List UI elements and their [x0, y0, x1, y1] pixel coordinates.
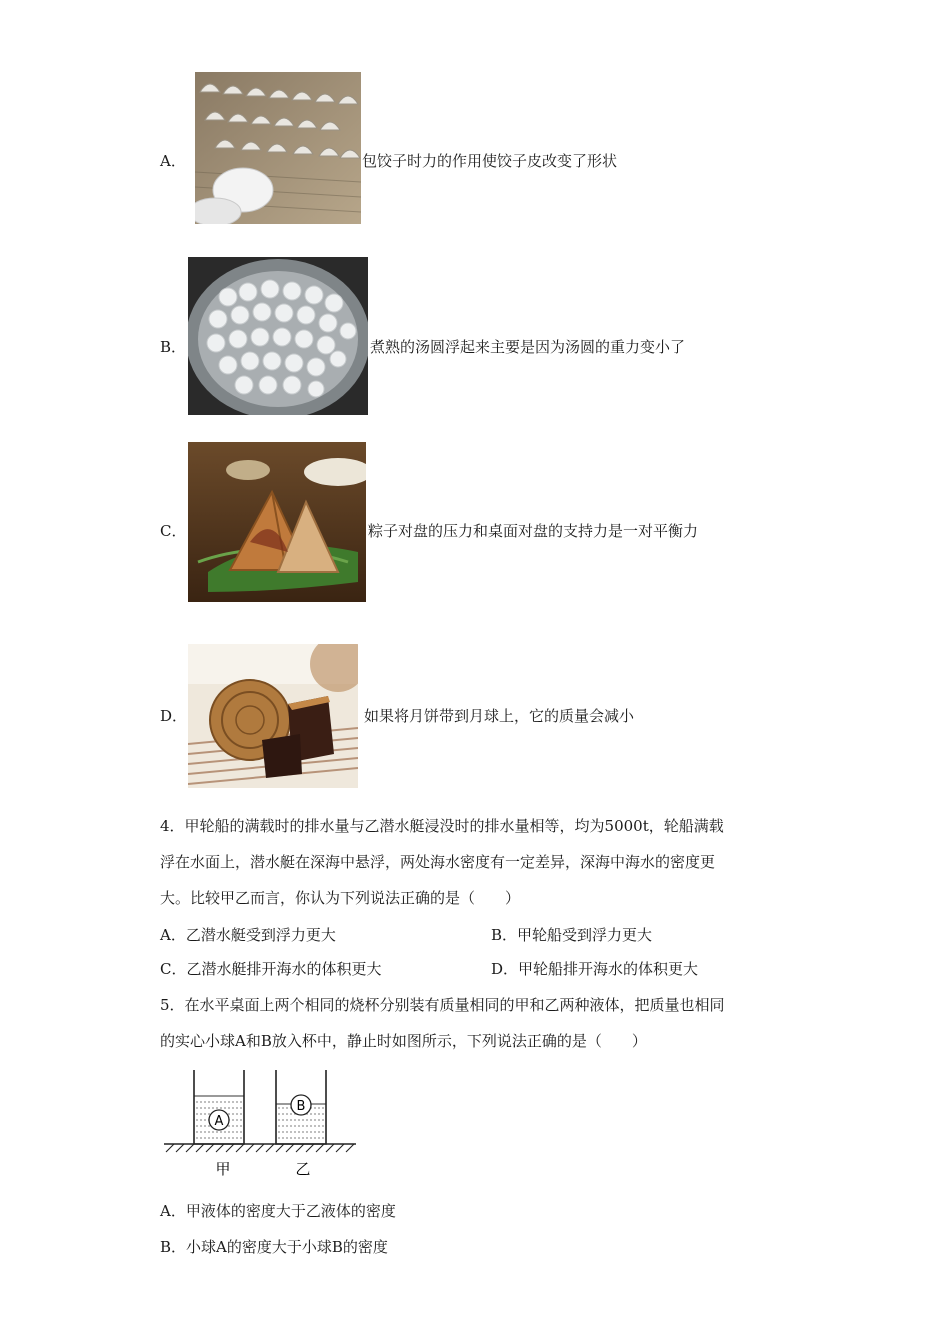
mooncake-photo	[188, 644, 358, 788]
ball-b-label: B	[296, 1099, 306, 1114]
q5-line-2: 的实心小球A和B放入杯中，静止时如图所示，下列说法正确的是（ ）	[160, 1032, 647, 1050]
q5-option-b[interactable]: B．小球A的密度大于小球B的密度	[160, 1238, 388, 1256]
q5-line-1: 5．在水平桌面上两个相同的烧杯分别装有质量相同的甲和乙两种液体，把质量也相同	[160, 996, 725, 1014]
option-d-letter: D．	[160, 707, 188, 725]
q4-line-2: 浮在水面上，潜水艇在深海中悬浮，两处海水密度有一定差异，深海中海水的密度更	[160, 853, 716, 871]
tangyuan-photo	[188, 257, 368, 415]
q4-line-1: 4．甲轮船的满载时的排水量与乙潜水艇浸没时的排水量相等，均为5000t，轮船满载	[160, 817, 724, 835]
option-c-text: 粽子对盘的压力和桌面对盘的支持力是一对平衡力	[368, 522, 699, 540]
label-yi: 乙	[295, 1160, 311, 1178]
ball-a-label: A	[214, 1114, 224, 1129]
q4-option-c[interactable]: C．乙潜水艇排开海水的体积更大	[160, 960, 382, 978]
beakers-figure	[160, 1066, 360, 1182]
q4-line-3: 大。比较甲乙而言，你认为下列说法正确的是（ ）	[160, 889, 521, 907]
option-a-text: 包饺子时力的作用使饺子皮改变了形状	[362, 152, 618, 170]
option-b-letter: B．	[160, 338, 187, 356]
zongzi-photo	[188, 442, 366, 602]
dumplings-photo	[195, 72, 361, 224]
option-b-text: 煮熟的汤圆浮起来主要是因为汤圆的重力变小了	[370, 338, 686, 356]
q4-option-b[interactable]: B．甲轮船受到浮力更大	[491, 926, 653, 944]
label-jia: 甲	[215, 1160, 231, 1178]
q5-option-a[interactable]: A．甲液体的密度大于乙液体的密度	[160, 1202, 396, 1220]
option-d-text: 如果将月饼带到月球上，它的质量会减小	[364, 707, 635, 725]
q4-option-a[interactable]: A．乙潜水艇受到浮力更大	[160, 926, 336, 944]
q4-option-d[interactable]: D．甲轮船排开海水的体积更大	[491, 960, 699, 978]
option-c-letter: C．	[160, 522, 187, 540]
option-a-letter: A．	[160, 152, 186, 170]
